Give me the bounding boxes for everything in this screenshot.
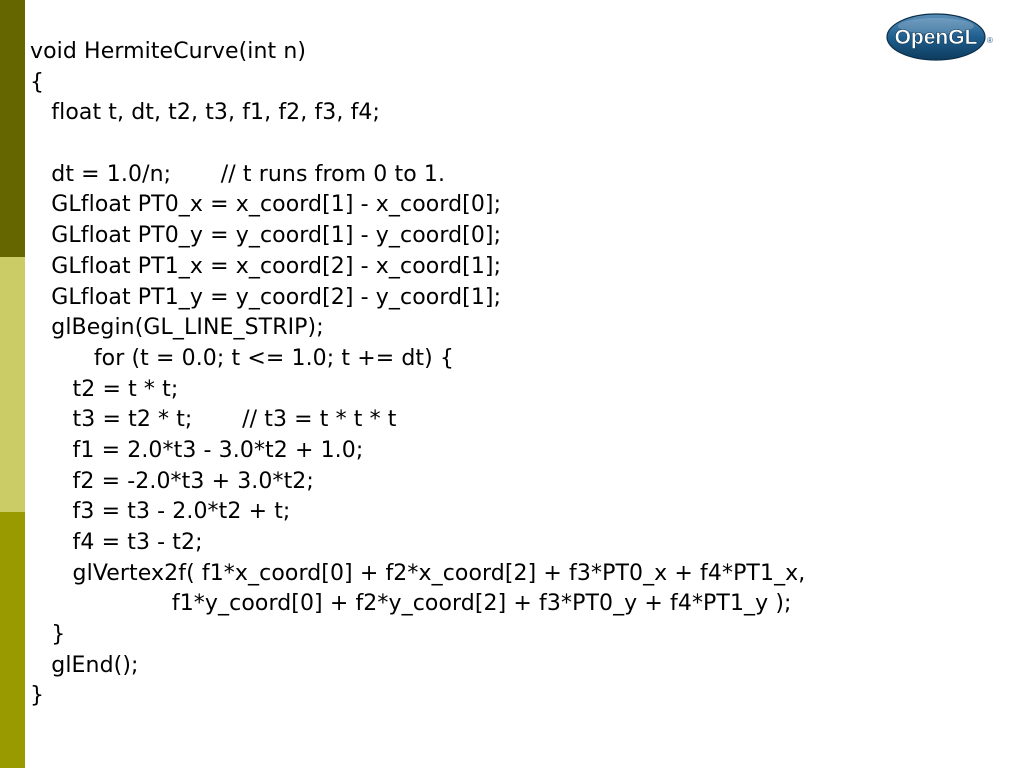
opengl-logo-graphic	[886, 12, 998, 62]
code-line: for (t = 0.0; t <= 1.0; t += dt) {	[30, 345, 455, 371]
code-block	[30, 37, 805, 712]
side-bar-light-segment	[0, 257, 25, 512]
logo-text: OpenGL	[894, 26, 978, 49]
code-line: GLfloat PT0_x = x_coord[1] - x_coord[0];	[30, 192, 502, 218]
code-line: f1 = 2.0*t3 - 3.0*t2 + 1.0;	[30, 437, 364, 463]
code-line: GLfloat PT1_y = y_coord[2] - y_coord[1];	[30, 284, 502, 310]
code-line: GLfloat PT0_y = y_coord[1] - y_coord[0];	[30, 223, 502, 249]
side-bar-dark-segment	[0, 0, 25, 257]
code-line: float t, dt, t2, t3, f1, f2, f3, f4;	[30, 100, 381, 126]
code-line: }	[30, 683, 45, 709]
code-line: f2 = -2.0*t3 + 3.0*t2;	[30, 468, 314, 494]
code-line: t2 = t * t;	[30, 376, 179, 402]
code-line: glEnd();	[30, 652, 139, 678]
code-line: glBegin(GL_LINE_STRIP);	[30, 315, 324, 341]
code-line: f3 = t3 - 2.0*t2 + t;	[30, 499, 291, 525]
code-line: void HermiteCurve(int n)	[30, 39, 307, 64]
code-line: f4 = t3 - t2;	[30, 530, 203, 555]
code-line: {	[30, 69, 45, 95]
code-line: t3 = t2 * t; // t3 = t * t * t	[30, 407, 397, 433]
side-accent-bar	[0, 0, 25, 768]
logo-registered-mark: ®	[987, 36, 993, 45]
side-bar-mid-segment	[0, 512, 25, 768]
code-line: glVertex2f( f1*x_coord[0] + f2*x_coord[2] + f3*PT0_x + f4*PT1_x,	[30, 560, 806, 586]
code-line: dt = 1.0/n; // t runs from 0 to 1.	[30, 161, 446, 187]
code-line: f1*y_coord[0] + f2*y_coord[2] + f3*PT0_y + f4*PT1_y );	[30, 591, 792, 617]
opengl-logo-icon	[886, 12, 998, 62]
code-line: GLfloat PT1_x = x_coord[2] - x_coord[1];	[30, 253, 502, 279]
code-line	[30, 129, 805, 160]
code-line: }	[30, 622, 66, 648]
